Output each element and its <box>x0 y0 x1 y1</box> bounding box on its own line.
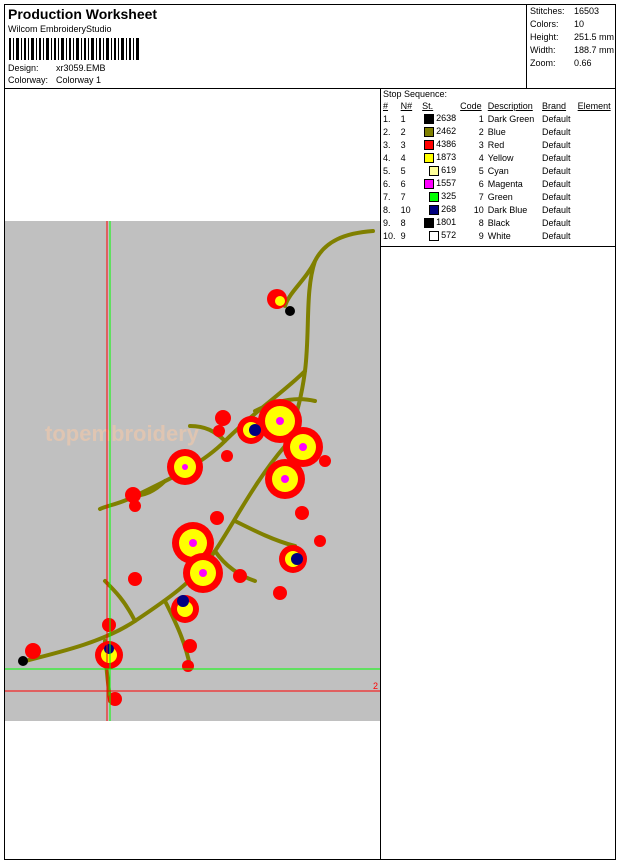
stop-sequence-body <box>381 112 615 242</box>
height-label: Height: <box>530 32 559 42</box>
row-number: 2. <box>383 126 391 137</box>
color-swatch <box>424 179 434 189</box>
col-brand-header: Brand <box>542 101 567 111</box>
embroidery-design <box>5 221 380 721</box>
needle-number: 6 <box>400 178 406 189</box>
color-swatch <box>424 127 434 137</box>
needle-number: 8 <box>400 217 406 228</box>
table-row <box>381 138 615 151</box>
table-row <box>381 190 615 203</box>
row-number: 8. <box>383 204 391 215</box>
guide-label: 2 <box>373 681 379 691</box>
height-row <box>530 32 616 45</box>
brand: Default <box>542 152 571 163</box>
element <box>576 229 615 242</box>
stitches-value: 16503 <box>574 6 600 16</box>
table-row <box>381 229 615 242</box>
row-number: 4. <box>383 152 391 163</box>
brand: Default <box>542 165 571 176</box>
row-number: 1. <box>383 113 391 124</box>
element <box>576 190 615 203</box>
needle-number: 9 <box>400 230 406 241</box>
color-swatch <box>424 140 434 150</box>
width-value: 188.7 mm <box>574 45 615 55</box>
brand: Default <box>542 204 571 215</box>
stitch-count: 572 <box>420 229 458 242</box>
brand: Default <box>542 113 571 124</box>
col-desc-header: Description <box>487 101 533 111</box>
element <box>576 216 615 229</box>
element <box>576 203 615 216</box>
zoom-label: Zoom: <box>530 58 556 68</box>
table-header-row <box>381 100 615 112</box>
colors-row <box>530 19 616 32</box>
col-num-header: # <box>383 101 389 111</box>
table-row <box>381 216 615 229</box>
color-description: Magenta <box>487 178 523 189</box>
zoom-row <box>530 58 616 71</box>
color-code: 10 <box>473 204 484 215</box>
stitch-count: 4386 <box>420 138 458 151</box>
element <box>576 138 615 151</box>
color-code: 7 <box>478 191 484 202</box>
color-description: Blue <box>487 126 506 137</box>
brand: Default <box>542 217 571 228</box>
worksheet <box>4 4 616 860</box>
color-code: 4 <box>478 152 484 163</box>
brand: Default <box>542 139 571 150</box>
stitches-row <box>530 6 616 19</box>
color-description: Cyan <box>487 165 509 176</box>
design-background <box>5 221 380 721</box>
brand: Default <box>542 178 571 189</box>
col-n-header: N# <box>400 101 413 111</box>
color-code: 6 <box>478 178 484 189</box>
color-swatch <box>424 218 434 228</box>
stop-sequence-caption: Stop Sequence: <box>383 89 448 99</box>
color-swatch <box>424 114 434 124</box>
needle-number: 1 <box>400 113 406 124</box>
software-name: Wilcom EmbroideryStudio <box>8 24 112 34</box>
color-code: 9 <box>478 230 484 241</box>
table-row <box>381 177 615 190</box>
color-description: Dark Green <box>487 113 535 124</box>
col-code-header: Code <box>460 101 482 111</box>
color-swatch <box>429 192 439 202</box>
design-value: xr3059.EMB <box>56 63 106 73</box>
stitch-count: 1873 <box>420 151 458 164</box>
needle-number: 7 <box>400 191 406 202</box>
element <box>576 151 615 164</box>
needle-number: 4 <box>400 152 406 163</box>
needle-number: 2 <box>400 126 406 137</box>
color-description: Red <box>487 139 505 150</box>
table-row <box>381 203 615 216</box>
row-number: 7. <box>383 191 391 202</box>
header <box>5 5 615 89</box>
blossoms <box>18 289 331 706</box>
table-row <box>381 151 615 164</box>
stitch-count: 1557 <box>420 177 458 190</box>
color-swatch <box>429 166 439 176</box>
color-description: Black <box>487 217 510 228</box>
table-row <box>381 112 615 125</box>
table-row <box>381 164 615 177</box>
height-value: 251.5 mm <box>574 32 615 42</box>
element <box>576 112 615 125</box>
element <box>576 164 615 177</box>
col-element-header: Element <box>577 101 611 111</box>
element <box>576 177 615 190</box>
table-row <box>381 125 615 138</box>
color-code: 8 <box>478 217 484 228</box>
brand: Default <box>542 230 571 241</box>
row-number: 3. <box>383 139 391 150</box>
needle-number: 5 <box>400 165 406 176</box>
brand: Default <box>542 191 571 202</box>
barcode <box>9 38 139 60</box>
zoom-value: 0.66 <box>574 58 592 68</box>
stop-sequence-panel <box>381 89 615 247</box>
stitch-count: 268 <box>420 203 458 216</box>
colors-value: 10 <box>574 19 585 29</box>
color-swatch <box>424 153 434 163</box>
color-description: Dark Blue <box>487 204 528 215</box>
watermark: topembroidery <box>45 421 200 446</box>
row-number: 10. <box>383 230 396 241</box>
stitch-count: 2638 <box>420 112 458 125</box>
design-preview <box>5 89 381 860</box>
element <box>576 125 615 138</box>
color-code: 5 <box>478 165 484 176</box>
stitch-count: 325 <box>420 190 458 203</box>
stitch-count: 1801 <box>420 216 458 229</box>
color-description: Green <box>487 191 513 202</box>
design-label: Design: <box>8 63 39 73</box>
color-swatch <box>429 205 439 215</box>
stop-sequence-table <box>381 100 615 242</box>
stitch-count: 2462 <box>420 125 458 138</box>
color-description: Yellow <box>487 152 514 163</box>
color-description: White <box>487 230 511 241</box>
row-number: 5. <box>383 165 391 176</box>
page-title: Production Worksheet <box>8 6 158 22</box>
row-number: 6. <box>383 178 391 189</box>
needle-number: 10 <box>400 204 411 215</box>
row-number: 9. <box>383 217 391 228</box>
width-row <box>530 45 616 58</box>
col-st-header: St. <box>422 101 434 111</box>
color-code: 2 <box>478 126 484 137</box>
color-code: 3 <box>478 139 484 150</box>
stitch-count: 619 <box>420 164 458 177</box>
needle-number: 3 <box>400 139 406 150</box>
colorway-label: Colorway: <box>8 75 49 85</box>
colorway-value: Colorway 1 <box>56 75 102 85</box>
brand: Default <box>542 126 571 137</box>
color-swatch <box>429 231 439 241</box>
stats-panel <box>526 5 616 88</box>
stitches-label: Stitches: <box>530 6 565 16</box>
color-code: 1 <box>478 113 484 124</box>
colors-label: Colors: <box>530 19 559 29</box>
width-label: Width: <box>530 45 556 55</box>
